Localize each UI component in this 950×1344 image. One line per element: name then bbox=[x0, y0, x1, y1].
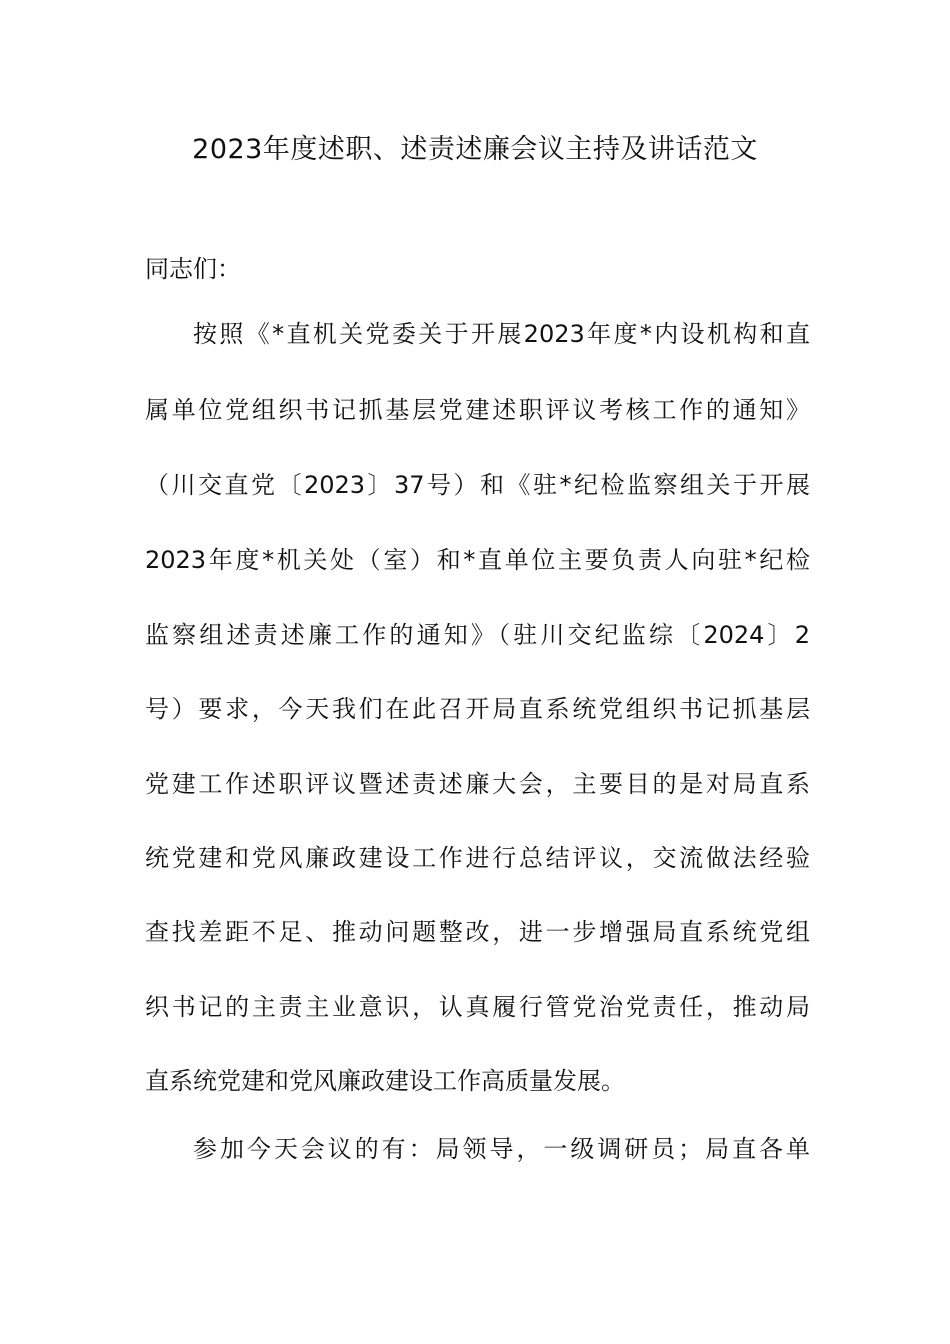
paragraph-line: 号）要求，今天我们在此召开局直系统党组织书记抓基层 bbox=[145, 695, 810, 723]
paragraph-line: 2023年度*机关处（室）和*直单位主要负责人向驻*纪检 bbox=[145, 546, 810, 574]
paragraph-line: 党建工作述职评议暨述责述廉大会，主要目的是对局直系 bbox=[145, 770, 810, 798]
paragraph-line: 按照《*直机关党委关于开展2023年度*内设机构和直 bbox=[193, 320, 810, 348]
salutation: 同志们： bbox=[145, 255, 241, 283]
paragraph-line: 查找差距不足、推动问题整改，进一步增强局直系统党组 bbox=[145, 918, 810, 946]
paragraph-line: 织书记的主责主业意识，认真履行管党治党责任，推动局 bbox=[145, 993, 810, 1021]
paragraph-line: 直系统党建和党风廉政建设工作高质量发展。 bbox=[145, 1067, 625, 1095]
paragraph-line: 监察组述责述廉工作的通知》（驻川交纪监综〔2024〕2 bbox=[145, 621, 810, 649]
paragraph-line: （川交直党〔2023〕37号）和《驻*纪检监察组关于开展 bbox=[145, 471, 810, 499]
document-title: 2023年度述职、述责述廉会议主持及讲话范文 bbox=[192, 134, 758, 165]
paragraph-line: 属单位党组织书记抓基层党建述职评议考核工作的通知》 bbox=[145, 396, 810, 424]
paragraph-line: 参加今天会议的有：局领导，一级调研员；局直各单 bbox=[193, 1135, 810, 1163]
paragraph-line: 统党建和党风廉政建设工作进行总结评议，交流做法经验 bbox=[145, 844, 810, 872]
